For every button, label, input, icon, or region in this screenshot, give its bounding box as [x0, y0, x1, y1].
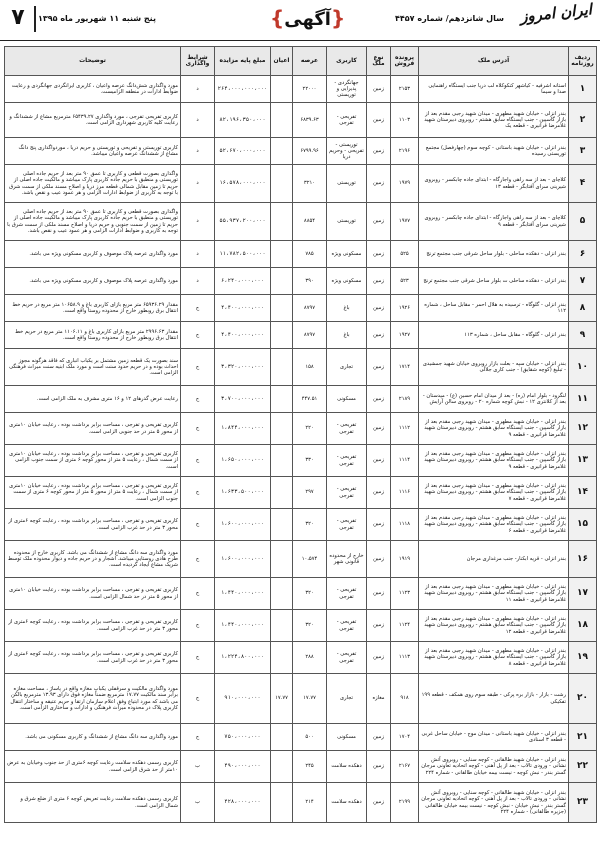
table-row [5, 138, 597, 165]
cell-file: ۱۱۱۳ [391, 642, 419, 674]
cell-ayan [271, 578, 293, 610]
cell-desc: مورد واگذاری سه دانگ مشاع از ششدانگ و کاربری مسکونی می باشد. [5, 724, 181, 751]
cell-desc: کاربری رسمی دهکده سلامت رعایت تعریض کوچه ۶ متری از ضلع شرق و شمال الزامی است. [5, 783, 181, 823]
table-row [5, 322, 597, 349]
cell-desc: مورد واگذاری مالکیت و سرقفلی یکباب مغازه واقع در پاساژ ، مساحت مغازه برابر سند مالکیت ۱۷.۷۷ مترمربع ضمناً مغازه فوق دارای ۱۳.۹۳ مترمربع بالکن می باشد که مورد ابتیاع وفق اعلام سازمان ارتقا و حریم عتیقه و ساختار انتقال کاربری پلاک در محدوده میراث فرهنگی و ادارات و ساختاری الزامی است. [5, 674, 181, 724]
cell-area: ۲۱۴ [293, 783, 327, 823]
cell-n: ۲۰ [569, 674, 597, 724]
table-row [5, 541, 597, 578]
cell-n: ۱۱ [569, 386, 597, 413]
cell-n: ۲۱ [569, 724, 597, 751]
cell-cond: د [181, 165, 215, 203]
table-body [5, 76, 597, 823]
cell-n: ۶ [569, 241, 597, 268]
cell-use: مسکونی ویژه [327, 241, 367, 268]
table-row [5, 477, 597, 509]
cell-area: ۲۸۸ [293, 642, 327, 674]
issue-info: سال شانزدهم/ شماره ۴۴۵۷ [395, 14, 504, 23]
cell-ayan [271, 477, 293, 509]
cell-type: زمین [367, 413, 391, 445]
cell-type: زمین [367, 477, 391, 509]
cell-desc: کاربری تفریحی و تفرجی ، مساحت برابر برداشت بوده ، رعایت کوچه ۶متری از محور ۳ متر در حد غرب الزامی است. [5, 610, 181, 642]
cell-file: ۱۱۲۳ [391, 578, 419, 610]
cell-price: ۱،۶۵۰،۰۰۰،۰۰۰ [215, 445, 271, 477]
cell-cond: ج [181, 724, 215, 751]
cell-price: ۱،۶۰۰،۰۰۰،۰۰۰ [215, 541, 271, 578]
cell-file: ۱۱۰۳ [391, 103, 419, 138]
cell-addr: بندر انزلی - خیابان شهید مطهری - میدان شهید رجبی مقدم بعد از بازار گاسپین - جنب ایستگاه سابق هشتم - روبروی دبیرستان شهید غلامرضا قرانیری - قطعه ۹ [419, 413, 569, 445]
cell-desc: کاربری تفریحی تفرجی ، مورد واگذاری ۶۵۴۳۹.۲۷ مترمربع مشاع از ششدانگ و رعایت کلیه کاربری شهرداری الزامی است. [5, 103, 181, 138]
cell-addr: بندر انزلی - دهکده ساحلی ت بلوار ساحل شرقی جنب مجتمع ترنج [419, 268, 569, 295]
cell-price: ۵۲،۶۷۰،۰۰۰،۰۰۰ [215, 138, 271, 165]
cell-type: زمین [367, 445, 391, 477]
cell-addr: بندر انزلی - خیابان شهید مطهری - میدان شهید رجبی مقدم بعد از بازار گاسپین - جنب ایستگاه سابق هشتم - روبروی دبیرستان شهید غلامرضا قرانیری - قطعه ۶ [419, 509, 569, 541]
cell-type: زمین [367, 103, 391, 138]
table-row [5, 751, 597, 783]
cell-addr: بندر انزلی - خیابان شهید مطهری - میدان شهید رجبی مقدم بعد از بازار گاسپین - جنب ایستگاه سابق هشتم - روبروی دبیرستان شهید غلامرضا قرانیری - قطعه ۱۲ [419, 610, 569, 642]
table-row [5, 203, 597, 241]
cell-type: زمین [367, 165, 391, 203]
cell-file: ۵۲۵ [391, 241, 419, 268]
cell-price: ۱،۸۴۴،۰۰۰،۰۰۰ [215, 413, 271, 445]
table-row [5, 241, 597, 268]
cell-file: ۱۱۱۴ [391, 445, 419, 477]
cell-price: ۲۶۴،۰۰۰،۰۰۰،۰۰۰ [215, 76, 271, 103]
cell-type: زمین [367, 295, 391, 322]
table-row [5, 386, 597, 413]
cell-ayan [271, 322, 293, 349]
cell-price: ۳،۳۲۰،۰۰۰،۰۰۰ [215, 349, 271, 386]
cell-area: ۳۲۰ [293, 509, 327, 541]
cell-type: زمین [367, 751, 391, 783]
cell-type: زمین [367, 724, 391, 751]
cell-type: زمین [367, 268, 391, 295]
issue-date: پنج شنبه ۱۱ شهریور ماه ۱۳۹۵ [38, 14, 156, 23]
cell-price: ۴،۴۰۰،۰۰۰،۰۰۰ [215, 295, 271, 322]
cell-n: ۱۲ [569, 413, 597, 445]
cell-desc: سند بصورت یک قطعه زمین مشتمل بر یکباب انباری که فاقد هرگونه مجوز احداث بوده و در حریم حدود سنت است و مورد ملک ابنیه سنت میراث فرهنگی الزامی است. [5, 349, 181, 386]
cell-desc: مورد واگذاری عرصه پلاک موصوف و کاربری مسکونی ویژه می باشد. [5, 241, 181, 268]
table-row [5, 165, 597, 203]
cell-n: ۱ [569, 76, 597, 103]
cell-area: ۴۴۷.۵۱ [293, 386, 327, 413]
cell-n: ۱۸ [569, 610, 597, 642]
table-header-row [5, 47, 597, 76]
page-header [0, 0, 600, 41]
cell-use: مسکونی [327, 724, 367, 751]
cell-use: تجاری [327, 349, 367, 386]
cell-desc: مورد واگذاری شش‌دانگ عرصه واعیان ، کاربری ایرانگردی جهانگردی و رعایت ضوابط ادارات در منطقه الزامیست. [5, 76, 181, 103]
cell-use: جهانگردی - پذیرایی و توریستی [327, 76, 367, 103]
cell-price: ۹۱۰،۰۰۰،۰۰۰ [215, 674, 271, 724]
cell-type: مغازه [367, 674, 391, 724]
cell-price: ۴۲۸،۰۰۰،۰۰۰ [215, 783, 271, 823]
cell-addr: بندر انزلی - خیابان شهید طالقانی - کوچه سنایی - روبروی آتش نشانی - ورودی تالاب - بعد از پل آهنی - کوچه اتحادیه تعاونی مرجان گستر بندر - نبش کوچه - نیست بیمه خیابان طالقانی - شماره ۲۲۴ [419, 751, 569, 783]
cell-use: تفریحی - تفرجی [327, 413, 367, 445]
column-header: اعیان [271, 47, 293, 76]
cell-ayan [271, 76, 293, 103]
cell-file: ۲۱۹۹ [391, 783, 419, 823]
table-row [5, 509, 597, 541]
cell-file: ۲۱۸۹ [391, 386, 419, 413]
table-row [5, 445, 597, 477]
cell-addr: بندر انزلی - دهکده ساحلی - بلوار ساحل شرقی جنب مجتمع ترنج [419, 241, 569, 268]
table-row [5, 103, 597, 138]
cell-ayan [271, 165, 293, 203]
auction-table [4, 46, 597, 823]
cell-cond: د [181, 76, 215, 103]
cell-n: ۸ [569, 295, 597, 322]
column-header: توضیحات [5, 47, 181, 76]
cell-ayan [271, 724, 293, 751]
cell-ayan [271, 138, 293, 165]
cell-ayan [271, 751, 293, 783]
cell-area: ۳۳۰ [293, 445, 327, 477]
cell-file: ۲۱۶۷ [391, 751, 419, 783]
cell-ayan [271, 295, 293, 322]
cell-cond: ج [181, 477, 215, 509]
cell-addr: کلاچای - بعد از سه راهی واجارگاه - ابتدای جاده چابکسر - روبروی شیرینی سرای آفتابگر - قطعه ۹ [419, 203, 569, 241]
cell-file: ۱۹۷۹ [391, 165, 419, 203]
cell-n: ۵ [569, 203, 597, 241]
cell-ayan [271, 413, 293, 445]
cell-price: ۳،۷۰۰،۰۰۰،۰۰۰ [215, 386, 271, 413]
cell-price: ۴،۴۰۰،۰۰۰،۰۰۰ [215, 322, 271, 349]
cell-type: زمین [367, 76, 391, 103]
cell-ayan [271, 783, 293, 823]
cell-price: ۱۶،۵۷۸،۰۰۰،۰۰۰ [215, 165, 271, 203]
column-header: مبلغ پایه مزایده [215, 47, 271, 76]
cell-n: ۷ [569, 268, 597, 295]
cell-area: ۱۵۸ [293, 349, 327, 386]
cell-file: ۱۹۱۹ [391, 541, 419, 578]
cell-area: ۲۲۰ [293, 413, 327, 445]
cell-cond: ب [181, 751, 215, 783]
cell-type: زمین [367, 541, 391, 578]
section-title: {آگهی} [270, 6, 346, 30]
cell-area: ۷۸۵ [293, 241, 327, 268]
table-row [5, 268, 597, 295]
cell-ayan [271, 349, 293, 386]
cell-ayan [271, 241, 293, 268]
column-header: شرایط واگذاری [181, 47, 215, 76]
cell-n: ۹ [569, 322, 597, 349]
cell-ayan [271, 386, 293, 413]
table-row [5, 349, 597, 386]
column-header: پرونده فروش [391, 47, 419, 76]
cell-cond: د [181, 203, 215, 241]
cell-use: توریستی [327, 203, 367, 241]
table-row [5, 783, 597, 823]
cell-file: ۱۱۱۸ [391, 509, 419, 541]
cell-use: باغ [327, 322, 367, 349]
cell-price: ۱،۴۴۰،۰۰۰،۰۰۰ [215, 610, 271, 642]
cell-file: ۱۹۲۶ [391, 295, 419, 322]
cell-price: ۷۵۰،۰۰۰،۰۰۰ [215, 724, 271, 751]
cell-n: ۴ [569, 165, 597, 203]
cell-cond: د [181, 241, 215, 268]
cell-use: مسکونی [327, 386, 367, 413]
cell-file: ۱۹۷۷ [391, 203, 419, 241]
cell-area: ۳۲۰ [293, 610, 327, 642]
cell-desc: مقدار ۲۹۹۶.۶۳ متر مربع بازای کاربری باغ و ۱۱۰۶.۱۱ متر مربع در حریم خط انتقال برق روبطور خارج از محدوده روستا واقع است. [5, 322, 181, 349]
cell-cond: ج [181, 541, 215, 578]
cell-ayan [271, 445, 293, 477]
cell-area: ۲۴۵ [293, 751, 327, 783]
cell-area: ۸۷۹۷ [293, 295, 327, 322]
cell-n: ۱۰ [569, 349, 597, 386]
cell-n: ۱۳ [569, 445, 597, 477]
cell-cond: ج [181, 610, 215, 642]
cell-desc: کاربری رسمی دهکده سلامت رعایت کوچه ۶متری از حد جنوب وخیابان به عرض ۱۰متر از حد شرق الزامی است. [5, 751, 181, 783]
cell-use: تفریحی - تفرجی [327, 103, 367, 138]
cell-addr: استانه اشرفیه - کیاشهر کنکوکلاه لب دریا جنب ایستگاه راهنمایی صدا و سیما [419, 76, 569, 103]
cell-cond: ب [181, 783, 215, 823]
cell-addr: کلاچای - بعد از سه راهی واجارگاه - ابتدای جاده چابکسر - روبروی شیرینی سرای آفتابگر - قطعه ۱۳ [419, 165, 569, 203]
cell-area: ۲۲۰۰۰ [293, 76, 327, 103]
cell-n: ۱۶ [569, 541, 597, 578]
column-header: عرصه [293, 47, 327, 76]
cell-use: تفریحی - تفرجی [327, 642, 367, 674]
cell-ayan [271, 203, 293, 241]
cell-price: ۱،۴۴۰،۰۰۰،۰۰۰ [215, 578, 271, 610]
cell-addr: بندر انزلی - خیابان شهید مطهری - میدان شهید رجبی مقدم بعد از بازار گاسپین - جنب ایستگاه سابق هشتم - روبروی دبیرستان شهید غلامرضا قرانیری - قطعه ۸ [419, 642, 569, 674]
table-row [5, 413, 597, 445]
cell-file: ۱۷۱۴ [391, 349, 419, 386]
table-row [5, 578, 597, 610]
cell-file: ۱۷۰۴ [391, 724, 419, 751]
table-row [5, 674, 597, 724]
cell-area: ۵۰۰ [293, 724, 327, 751]
cell-n: ۱۷ [569, 578, 597, 610]
cell-desc: واگذاری بصورت قطعی و کاربری تا عمق ۹۰ متر بعد از حریم جاده اصلی توریستی و منطبق با حریم جاده کاربری پارک میباشد و مالکیت جاده اصلی از حریم تا زمین مقابل شمالی قطعه مرز دریا و اصلاح مسند ملکی از سمت شرق با توجه به کاربری از ضوابط ادارات الزامی و هر عمود عیب و نقص باشد. [5, 165, 181, 203]
cell-addr: بندر انزلی - خیابان شهید مطهری - میدان شهید رجبی مقدم بعد از بازار گاسپین - جنب ایستگاه سابق هشتم - روبروی دبیرستان شهید غلامرضا قرانیری - قطعه ۱۱ [419, 578, 569, 610]
cell-area: ۶۸۳۹.۶۳ [293, 103, 327, 138]
cell-use: توریستی [327, 165, 367, 203]
cell-addr: بندر انزلی - قریه ابکنار- جنب مرغداری مرجان [419, 541, 569, 578]
cell-file: ۲۱۹۶ [391, 138, 419, 165]
cell-n: ۱۹ [569, 642, 597, 674]
table-row [5, 610, 597, 642]
cell-cond: ج [181, 349, 215, 386]
table-row [5, 724, 597, 751]
cell-area: ۶۷۹۹.۹۶ [293, 138, 327, 165]
cell-file: ۱۱۱۲ [391, 413, 419, 445]
cell-addr: بندر انزلی - خیابان شهید مطهری - میدان شهید رجبی مقدم بعد از بازار گاسپین - جنب ایستگاه سابق هشتم - روبروی دبیرستان شهید غلامرضا قرانیری - قطعه ۷ [419, 477, 569, 509]
cell-desc: مورد واگذاری عرصه پلاک موصوف و کاربری مسکونی ویژه می باشد. [5, 268, 181, 295]
table-row [5, 295, 597, 322]
cell-cond: ج [181, 445, 215, 477]
cell-price: ۸۲،۱۹۶،۳۵۰،۰۰۰ [215, 103, 271, 138]
cell-ayan [271, 541, 293, 578]
cell-cond: ج [181, 322, 215, 349]
cell-price: ۱۱،۷۸۲،۵۰۰،۰۰۰ [215, 241, 271, 268]
cell-n: ۲۲ [569, 751, 597, 783]
cell-desc: کاربری توریستی و تفریحی و توریستی و حریم دریا ، موردواگذاری پنج دانگ مشاع از ششدانگ عرصه واعیان میباشد. [5, 138, 181, 165]
cell-type: زمین [367, 322, 391, 349]
cell-area: ۳۲۱۰ [293, 165, 327, 203]
cell-desc: واگذاری بصورت قطعی و کاربری تا عمق ۹۰ متر بعد از حریم جاده اصلی توریستی و منطبق با حریم جاده کاربری پارک میباشد و مالکیت جاده اصلی از حریم تا زمین از سمت جنوبی و حریم دریا و اصلاح مسند ملکی از سمت شرق با توجه به کاربری و ضوابط ادارات الزامی و هر عمود عیب و نقص باشد. [5, 203, 181, 241]
cell-use: مسکونی ویژه [327, 268, 367, 295]
cell-ayan [271, 268, 293, 295]
column-header: آدرس ملک [419, 47, 569, 76]
cell-use: توریستی - تفریحی - وحریم دریا [327, 138, 367, 165]
cell-use: دهکده سلامت [327, 783, 367, 823]
cell-use: خارج از محدوده قانونی شهر [327, 541, 367, 578]
cell-desc: کاربری تفریحی و تفرجی ، مساحت برابر برداشت بوده ، رعایت کوچه ۶متری از محور ۳ متر در حد غرب الزامی است. [5, 509, 181, 541]
brand-logo: ایران امروز [519, 0, 593, 26]
cell-price: ۶،۲۴۰،۰۰۰،۰۰۰ [215, 268, 271, 295]
cell-ayan [271, 642, 293, 674]
cell-area: ۸۷۹۷ [293, 322, 327, 349]
cell-n: ۲ [569, 103, 597, 138]
cell-n: ۳ [569, 138, 597, 165]
cell-ayan [271, 103, 293, 138]
cell-file: ۲۱۵۳ [391, 76, 419, 103]
cell-price: ۱،۲۲۴،۸۰۰،۰۰۰ [215, 642, 271, 674]
cell-price: ۱،۶۰۰،۰۰۰،۰۰۰ [215, 509, 271, 541]
cell-type: زمین [367, 783, 391, 823]
cell-file: ۱۱۱۶ [391, 477, 419, 509]
column-header: کاربری [327, 47, 367, 76]
cell-type: زمین [367, 349, 391, 386]
cell-cond: ج [181, 413, 215, 445]
cell-desc: کاربری تفریحی و تفرجی ، مساحت برابر برداشت بوده ، رعایت خیابان ۱۰متری از محور ۵ متر در حد شمال الزامی است. [5, 578, 181, 610]
cell-addr: بندر انزلی - خیابان شهید مطهری - میدان شهید رجبی مقدم بعد از بازار گاسپین - جنب ایستگاه سابق هشتم - روبروی دبیرستان شهید غلامرضا قرانیری - قطعه یک [419, 103, 569, 138]
cell-area: ۳۹۰ [293, 268, 327, 295]
cell-cond: د [181, 268, 215, 295]
cell-addr: بندر انزلی - خیابان شهید باستانی - کوچه سوم (چهارفصل) مجتمع توریستی رسیده [419, 138, 569, 165]
cell-file: ۹۱۸ [391, 674, 419, 724]
cell-type: زمین [367, 386, 391, 413]
cell-desc: کاربری تفریحی و تفرجی ، مساحت برابر برداشت بوده ، رعایت کوچه ۶متری از محور ۳ متر در حد غرب الزامی است. [5, 642, 181, 674]
cell-addr: بندر انزلی - خیابان شهید طالقانی - کوچه سنایی - روبروی آتش نشانی - ورودی تالاب - بعد از پل آهنی - کوچه اتحادیه تعاونی مرجان گستر بندر - نبش خیابان - نبش کوچه - نیست بیمه خیابان طالقانی (جزیره طالقانی) - شماره ۲۲۴ [419, 783, 569, 823]
cell-area: ۳۲۰ [293, 578, 327, 610]
cell-use: تفریحی - تفرجی [327, 445, 367, 477]
cell-ayan [271, 610, 293, 642]
column-header: نوع ملک [367, 47, 391, 76]
cell-addr: بندر انزلی - خیابان شهید مطهری - میدان شهید رجبی مقدم بعد از بازار گاسپین - جنب ایستگاه سابق هشتم - روبروی دبیرستان شهید غلامرضا قرانیری - قطعه ۹ [419, 445, 569, 477]
cell-n: ۲۳ [569, 783, 597, 823]
cell-cond: ج [181, 295, 215, 322]
cell-cond: ج [181, 674, 215, 724]
cell-cond: ج [181, 386, 215, 413]
cell-type: زمین [367, 138, 391, 165]
cell-file: ۵۲۳ [391, 268, 419, 295]
cell-type: زمین [367, 610, 391, 642]
cell-addr: بندر انزلی - گلوگاه - ترسیده به هلال احمر - مقابل ساحل ، شماره ۱۱۲ [419, 295, 569, 322]
cell-addr: بندر انزلی - گلوگاه - مقابل ساحل ، شماره ۱۱۳ [419, 322, 569, 349]
cell-use: باغ [327, 295, 367, 322]
cell-use: تفریحی - تفرجی [327, 477, 367, 509]
header-divider [34, 6, 36, 32]
cell-cond: ج [181, 509, 215, 541]
cell-use: دهکده سلامت [327, 751, 367, 783]
page-number: ۷ [11, 5, 25, 30]
cell-addr: بندر انزلی - خیابان سپه - بعلت بازار روبروی خیابان شهید جمشیدی - تبلیغ (کوچه شقایق) - جنب کاری جلالی [419, 349, 569, 386]
cell-ayan: ۱۷.۷۷ [271, 674, 293, 724]
cell-price: ۵۵،۹۳۷،۲۰۰،۰۰۰ [215, 203, 271, 241]
cell-price: ۴۹۰،۰۰۰،۰۰۰ [215, 751, 271, 783]
cell-use: تفریحی - تفرجی [327, 578, 367, 610]
cell-desc: کاربری تفریحی و تفرجی ، مساحت برابر برداشت بوده ، رعایت خیابان ۱۰متری از سمت شمال ، رعایت ۵ متر از محور ۵ متر از محور کوچه ۶ متری از سمت جنوب الزامی است. [5, 477, 181, 509]
cell-type: زمین [367, 241, 391, 268]
cell-addr: رشت - بازار - بازار بره پرکی - طبقه سوم روی همکف - قطعه ۱۹۹ تفکیکی [419, 674, 569, 724]
cell-cond: د [181, 103, 215, 138]
cell-desc: کاربری تفریحی و تفرجی ، مساحت برابر برداشت بوده ، رعایت خیابان ۱۰متری از محور ۵ متر در حد جنوبی الزامی است. [5, 413, 181, 445]
cell-cond: د [181, 138, 215, 165]
cell-area: ۲۹۷ [293, 477, 327, 509]
cell-type: زمین [367, 509, 391, 541]
cell-cond: ج [181, 642, 215, 674]
cell-type: زمین [367, 642, 391, 674]
cell-file: ۱۹۲۷ [391, 322, 419, 349]
cell-file: ۱۱۲۴ [391, 610, 419, 642]
cell-area: ۱۷.۷۷ [293, 674, 327, 724]
table-row [5, 642, 597, 674]
cell-n: ۱۵ [569, 509, 597, 541]
cell-desc: کاربری تفریحی و تفرجی ، مساحت برابر برداشت بوده ، رعایت خیابان ۱۰متری از سمت شمال ، رعایت ۵ متر از محور کوچه ۶ متری از سمت جنوب الزامی است. [5, 445, 181, 477]
cell-use: تفریحی - تفرجی [327, 610, 367, 642]
cell-area: ۸۸۵۴ [293, 203, 327, 241]
cell-use: تفریحی - تفرجی [327, 509, 367, 541]
cell-desc: مورد واگذاری سه دانگ مشاع از ششدانگ می باشد. کاربری خارج از محدوده طرح هادی روستایی میباشد. اشجار و در حریم جاده و دیوار محدوده ملک توسط شریک مشاع ایجاد گردیده است. [5, 541, 181, 578]
cell-cond: ج [181, 578, 215, 610]
cell-type: زمین [367, 578, 391, 610]
cell-area: ۱۰،۵۷۴ [293, 541, 327, 578]
cell-addr: لنگرود - بلوار امام (ره) - بعد از میدان امام حسین (ع) - میدستان - بعد از کلانتری ۱۲ - نبش کوچه شماره ۲۰ - روبروی سالن آرایش [419, 386, 569, 413]
cell-ayan [271, 509, 293, 541]
table-row [5, 76, 597, 103]
cell-desc: مقدار ۶۵۹۳۶.۲۹ متر مربع بازای کاربری باغ و ۱۰۶۵۸.۹ متر مربع در حریم خط انتقال برق روبطور خارج از محدوده روستا واقع است. [5, 295, 181, 322]
cell-n: ۱۴ [569, 477, 597, 509]
cell-use: تجاری [327, 674, 367, 724]
cell-type: زمین [367, 203, 391, 241]
cell-price: ۱،۶۳۳،۵۰۰،۰۰۰ [215, 477, 271, 509]
cell-addr: بندر انزلی - خیابان شهید باستانی - میدان موج - خیابان ساحل غربی - قطعه ۳ اسنادی [419, 724, 569, 751]
column-header: ردیف روزنامه [569, 47, 597, 76]
cell-desc: رعایت عرض گذرهای ۱۲ و ۱۶ متری مشرف به ملک الزامی است. [5, 386, 181, 413]
